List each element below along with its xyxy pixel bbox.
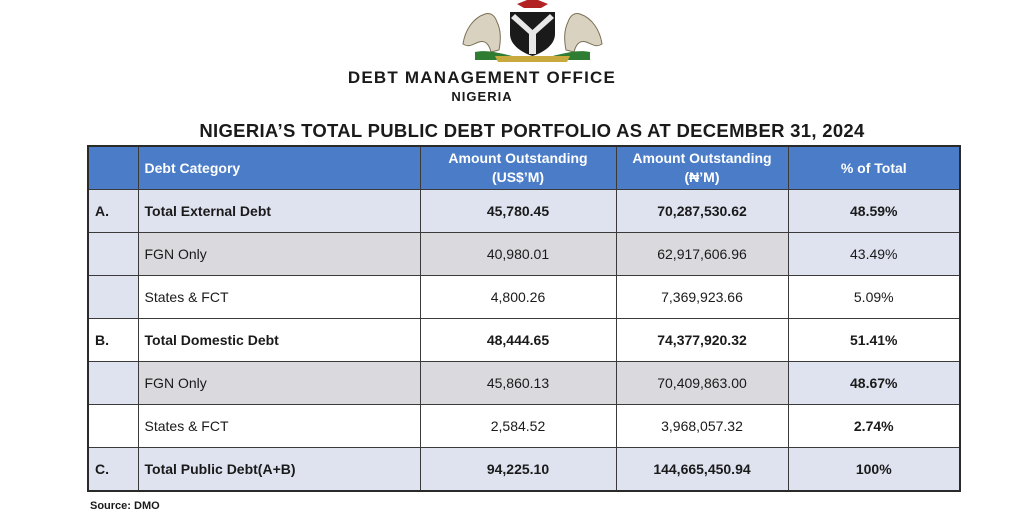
row-amount-ngn: 74,377,920.32 — [616, 319, 788, 362]
table-row — [88, 362, 960, 405]
row-label — [88, 276, 138, 319]
row-amount-usd: 45,860.13 — [420, 362, 616, 405]
row-category: Total Domestic Debt — [138, 319, 420, 362]
header-percent-total: % of Total — [788, 146, 960, 190]
row-amount-ngn: 144,665,450.94 — [616, 448, 788, 492]
row-percent: 5.09% — [788, 276, 960, 319]
header-amount-usd-line2: (US$’M) — [491, 169, 545, 185]
office-name: DEBT MANAGEMENT OFFICE — [347, 68, 617, 87]
header-amount-ngn — [616, 146, 788, 190]
row-amount-usd: 2,584.52 — [420, 405, 616, 448]
row-amount-ngn: 62,917,606.96 — [616, 233, 788, 276]
row-amount-usd: 94,225.10 — [420, 448, 616, 492]
row-label: C. — [88, 448, 138, 492]
table-row — [88, 319, 960, 362]
row-percent: 48.59% — [788, 190, 960, 233]
row-percent: 51.41% — [788, 319, 960, 362]
row-percent: 48.67% — [788, 362, 960, 405]
debt-table — [87, 145, 961, 492]
row-amount-usd: 4,800.26 — [420, 276, 616, 319]
report-title: NIGERIA’S TOTAL PUBLIC DEBT PORTFOLIO AS AT DECEMBER 31, 2024 — [199, 120, 865, 141]
row-category: States & FCT — [138, 405, 420, 448]
row-category: States & FCT — [138, 276, 420, 319]
table-row — [88, 448, 960, 492]
table-row — [88, 276, 960, 319]
header-amount-ngn-line2: (₦’M) — [684, 169, 720, 185]
row-label: A. — [88, 190, 138, 233]
table-row — [88, 405, 960, 448]
row-amount-ngn: 70,287,530.62 — [616, 190, 788, 233]
row-amount-usd: 48,444.65 — [420, 319, 616, 362]
table-row — [88, 233, 960, 276]
header-debt-category: Debt Category — [138, 146, 420, 190]
header-amount-usd — [420, 146, 616, 190]
row-label: B. — [88, 319, 138, 362]
row-amount-usd: 45,780.45 — [420, 190, 616, 233]
row-percent: 43.49% — [788, 233, 960, 276]
row-amount-ngn: 7,369,923.66 — [616, 276, 788, 319]
row-category: Total Public Debt(A+B) — [138, 448, 420, 492]
table-header-row — [88, 146, 960, 190]
row-label — [88, 362, 138, 405]
office-country: NIGERIA — [451, 89, 513, 104]
table-row — [88, 190, 960, 233]
row-category: FGN Only — [138, 233, 420, 276]
header-amount-ngn-line1: Amount Outstanding — [632, 150, 772, 166]
row-amount-usd: 40,980.01 — [420, 233, 616, 276]
row-category: Total External Debt — [138, 190, 420, 233]
row-category: FGN Only — [138, 362, 420, 405]
row-percent: 2.74% — [788, 405, 960, 448]
source-note: Source: DMO — [90, 500, 160, 512]
row-label — [88, 405, 138, 448]
header-amount-usd-line1: Amount Outstanding — [448, 150, 588, 166]
header-label-cell — [88, 146, 138, 190]
row-amount-ngn: 3,968,057.32 — [616, 405, 788, 448]
row-percent: 100% — [788, 448, 960, 492]
row-amount-ngn: 70,409,863.00 — [616, 362, 788, 405]
nigeria-coat-of-arms-icon — [455, 0, 610, 64]
row-label — [88, 233, 138, 276]
